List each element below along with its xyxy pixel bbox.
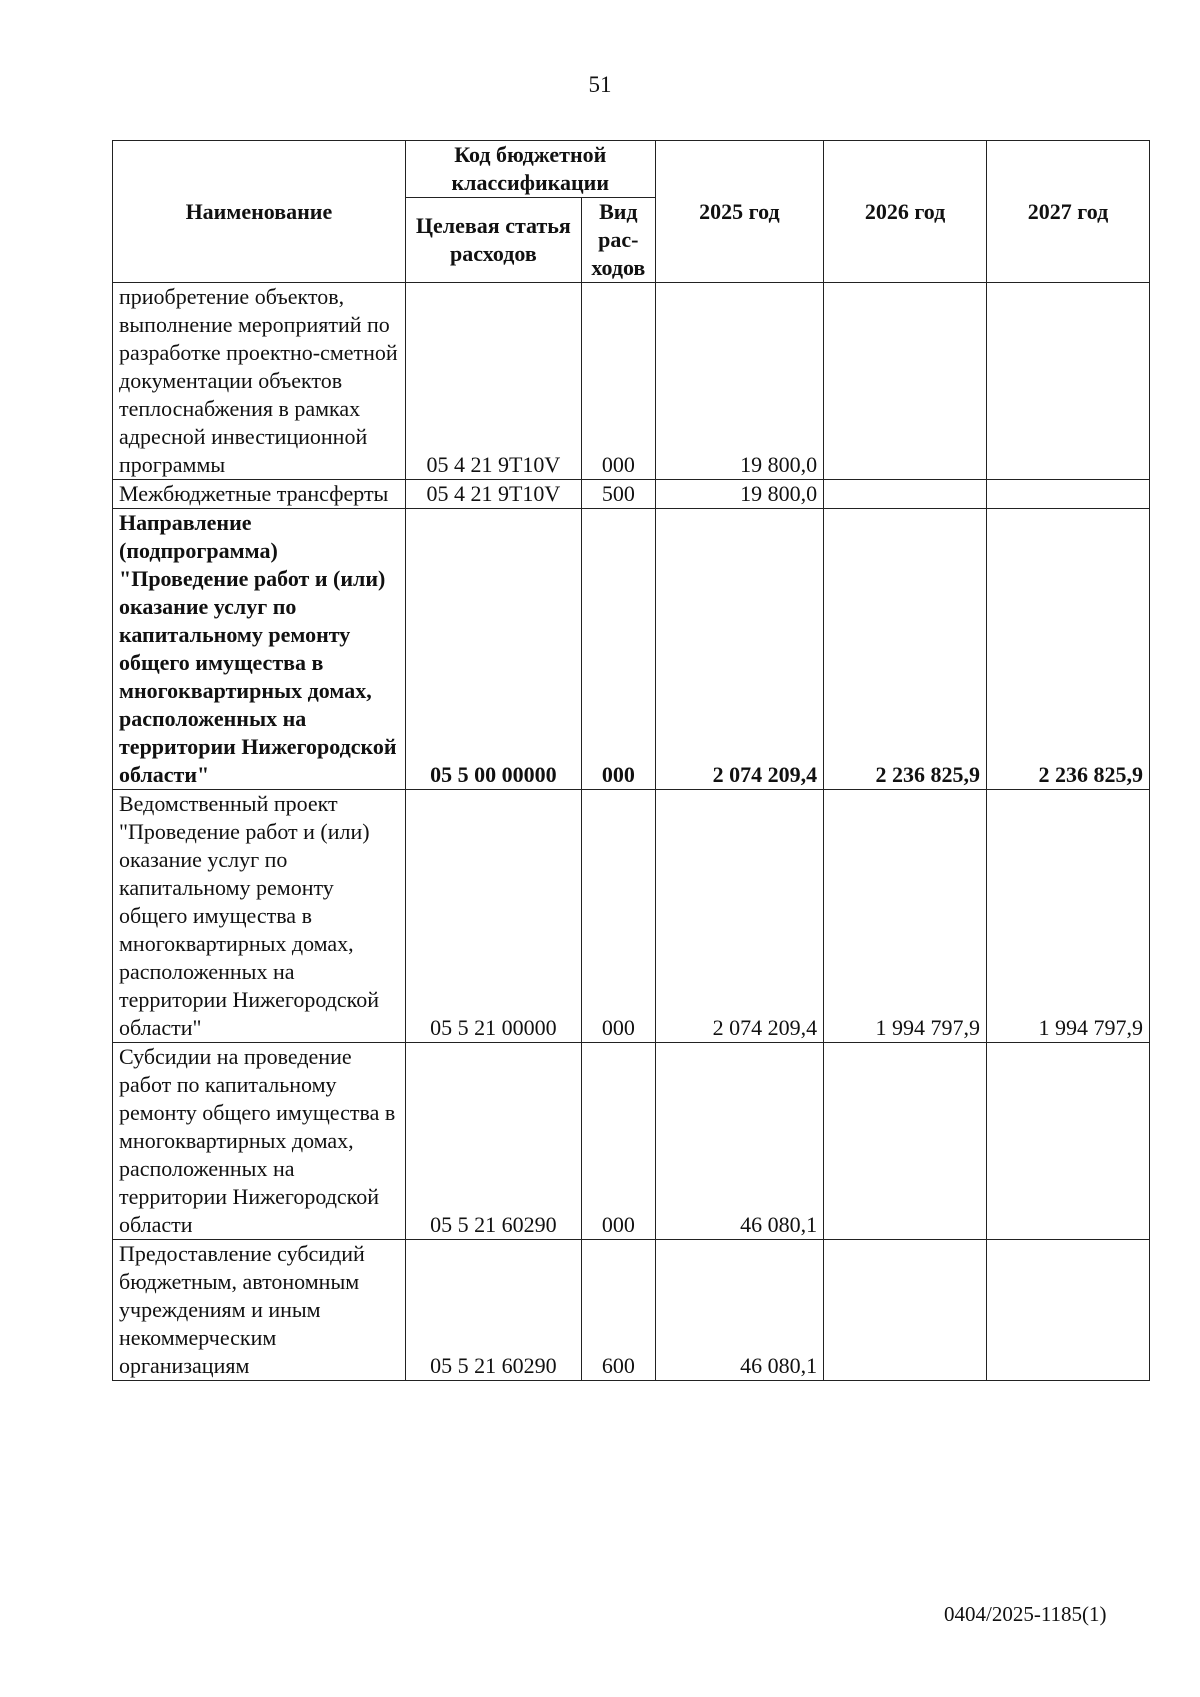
row-2025: 46 080,1 bbox=[655, 1043, 823, 1240]
row-type: 000 bbox=[581, 509, 655, 790]
table-row bbox=[113, 1240, 1150, 1381]
row-2027: 1 994 797,9 bbox=[987, 790, 1150, 1043]
row-2026: 2 236 825,9 bbox=[824, 509, 987, 790]
row-name: Предоставление субсидий бюджетным, автономным учреждениям и иным некоммерческим организациям bbox=[113, 1240, 406, 1381]
row-2026 bbox=[824, 283, 987, 480]
row-2027 bbox=[987, 283, 1150, 480]
row-type: 000 bbox=[581, 283, 655, 480]
row-name: Направление (подпрограмма) "Проведение работ и (или) оказание услуг по капитальному ремонту общего имущества в многоквартирных домах, расположенных на территории Нижегородской области" bbox=[113, 509, 406, 790]
table-row bbox=[113, 1043, 1150, 1240]
table-row bbox=[113, 283, 1150, 480]
row-code: 05 4 21 9T10V bbox=[405, 283, 581, 480]
header-2026: 2026 год bbox=[824, 141, 987, 283]
row-2026 bbox=[824, 1240, 987, 1381]
row-2025: 2 074 209,4 bbox=[655, 790, 823, 1043]
row-name: приобретение объектов, выполнение мероприятий по разработке проектно-сметной документации объектов теплоснабжения в рамках адресной инвестиционной программы bbox=[113, 283, 406, 480]
row-2025: 19 800,0 bbox=[655, 480, 823, 509]
header-target-article: Целевая статья расходов bbox=[405, 198, 581, 283]
row-type: 500 bbox=[581, 480, 655, 509]
table-row bbox=[113, 480, 1150, 509]
row-code: 05 5 21 60290 bbox=[405, 1240, 581, 1381]
row-2026 bbox=[824, 1043, 987, 1240]
document-code: 0404/2025-1185(1) bbox=[944, 1602, 1107, 1626]
row-name: Межбюджетные трансферты bbox=[113, 480, 406, 509]
row-code: 05 4 21 9T10V bbox=[405, 480, 581, 509]
row-2027 bbox=[987, 480, 1150, 509]
header-expense-type: Вид рас-ходов bbox=[581, 198, 655, 283]
row-2027: 2 236 825,9 bbox=[987, 509, 1150, 790]
row-type: 000 bbox=[581, 790, 655, 1043]
header-2025: 2025 год bbox=[655, 141, 823, 283]
row-2026 bbox=[824, 480, 987, 509]
row-name: Субсидии на проведение работ по капитальному ремонту общего имущества в многоквартирных домах, расположенных на территории Нижегородской области bbox=[113, 1043, 406, 1240]
row-2027 bbox=[987, 1043, 1150, 1240]
row-2025: 19 800,0 bbox=[655, 283, 823, 480]
table-row bbox=[113, 509, 1150, 790]
row-type: 000 bbox=[581, 1043, 655, 1240]
row-2025: 46 080,1 bbox=[655, 1240, 823, 1381]
row-name: Ведомственный проект "Проведение работ и (или) оказание услуг по капитальному ремонту общего имущества в многоквартирных домах, расположенных на территории Нижегородской области" bbox=[113, 790, 406, 1043]
row-2027 bbox=[987, 1240, 1150, 1381]
row-2026: 1 994 797,9 bbox=[824, 790, 987, 1043]
table-row bbox=[113, 790, 1150, 1043]
header-2027: 2027 год bbox=[987, 141, 1150, 283]
page-number: 51 bbox=[588, 72, 612, 97]
budget-table bbox=[112, 140, 1150, 1381]
row-2025: 2 074 209,4 bbox=[655, 509, 823, 790]
row-type: 600 bbox=[581, 1240, 655, 1381]
row-code: 05 5 00 00000 bbox=[405, 509, 581, 790]
row-code: 05 5 21 60290 bbox=[405, 1043, 581, 1240]
header-name: Наименование bbox=[113, 141, 406, 283]
header-code-group: Код бюджетной классификации bbox=[405, 141, 655, 198]
row-code: 05 5 21 00000 bbox=[405, 790, 581, 1043]
